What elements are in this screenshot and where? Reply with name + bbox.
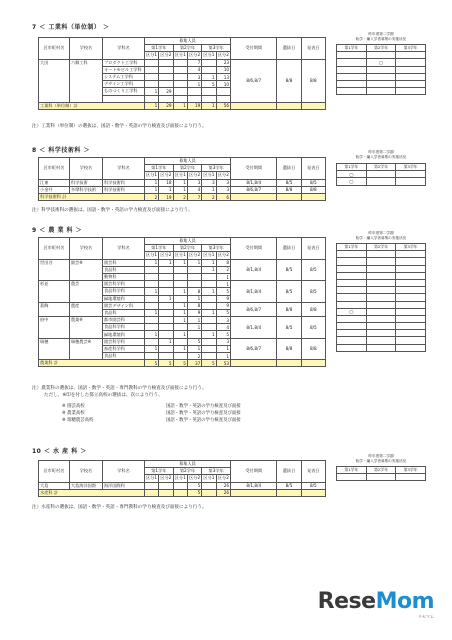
side-header-7: 昨年度第二学期 転学・編入学者募集の実施状況 (355, 32, 407, 41)
side-table-7: 第1学年 第2学年 第3学年 ◯ (336, 44, 426, 95)
side-table-10: 第1学年 第2学年 第3学年 (336, 466, 426, 481)
col-k1: 区分1 (174, 52, 186, 58)
list-item: ※ 園芸高校 (62, 404, 85, 409)
section-title-7: 7 ＜ 工業科（単位制） ＞ (32, 24, 110, 31)
side-table-9: 第1学年 第2学年 第3学年 ◯ (336, 243, 426, 352)
col-y3: 第3学年 (202, 45, 231, 52)
note-10: 注）水産科の選抜は、国語・数学・英語・専門教科の学力検査及び面接により行う。 (32, 505, 207, 510)
note-7: 注）工業科（単位制）の選抜は、国語・数学・英語の学力検査及び面接により行う。 (32, 124, 207, 129)
col-period: 受付期間 (231, 38, 277, 60)
col-k2: 区分2 (217, 52, 229, 58)
side-header-10: 昨年度第二学期 転学・編入学者募集の実施状況 (355, 454, 407, 463)
note-9b: ただし、※印を付した都立高校の選抜は、次により行う。 (44, 393, 163, 398)
col-exam: 選抜日 (277, 38, 301, 60)
side-header-8: 昨年度第二学期 転学・編入学者募集の実施状況 (355, 150, 407, 159)
table-section-7: 区市町村名 学校名 学科名 募集人員 受付期間 選抜日 発表日 第1学年 第2学年 第3学年 区分1 区分2 区分1 区分2 区分1 区分2 大田 六郷工科 プロダクト工学科 7 23 8/6,8/7 8/8 8/8 オートモビル工学科 4 10 システム工学科 3 1 13 デザイン工学科 1 5 10 ものづくり工学科 1 29 工業科（単位制）計 1 29 1 19 1 56 (38, 37, 326, 110)
col-school: 学校名 (69, 38, 102, 60)
col-y2: 第2学年 (173, 45, 202, 52)
col-y1: 第1学年 (144, 45, 173, 52)
col-k2: 区分2 (189, 52, 201, 58)
note-8: 注）科学技術科の選抜は、国語・数学・英語の学力検査及び面接により行う。 (32, 208, 193, 213)
side-header-9: 昨年度第二学期 転学・編入学者募集の実施状況 (355, 231, 407, 240)
table-section-8: 区市町村名 学校名 学科名 募集人員 受付期間 選抜日 発表日 第1学年 第2学年 第3学年 区分1 区分2 区分1 区分2 区分1 区分2 江東 科学技術 科学技術科 1 18 1 3 3 3 8/1,8/4 8/5 8/5 小金井 多摩科学技術 科学技術科 1 1 1 4 1 3 8/6,8/7 8/8 8/8 科学技術科 計 2 19 2 7 2 6 (38, 157, 326, 201)
side-table-8: 第1学年 第2学年 第3学年 ◯ ◯ (336, 163, 426, 186)
list-item: ※ 瑞穂農芸高校 (62, 418, 94, 423)
note-9: 注）農業科の選抜は、国語・数学・英語・専門教科の学力検査及び面接により行う。 (32, 386, 207, 391)
table-section-10: 区市町村名 学校名 学科名 募集人員 受付期間 選抜日 発表日 第1学年 第2学年 第3学年 区分1 区分2 区分1 区分2 区分1 区分2 大島 大島海洋国際 海洋国際科 5 26 8/1,8/4 8/5 8/5 水産科 計 5 26 (38, 460, 326, 497)
section-title-8: 8 ＜ 科学技術科 ＞ (32, 147, 90, 154)
col-dept: 学科名 (102, 38, 144, 60)
col-k2: 区分2 (160, 52, 172, 58)
table-section-9: 区市町村名 学校名 学科名 募集人員 受付期間 選抜日 発表日 第1学年 第2学年 第3学年 区分1 区分2 区分1 区分2 区分1 区分2 世田谷 園芸※ 園芸科 1 1 1 1 1 8 8/1,8/4 8/5 8/5 食品科 1 2 動物科 1 杉並 農芸 園芸科学科 1 8/1,8/4 8/5 8/5 食品科学科 1 1 8 1 5 緑地環境科 1 1 9 葛飾 農産 園芸デザイン科 1 8 9 8/6,8/7 8/8 8/8 食品科 1 1 9 1 5 府中 農業※ 都市園芸科 1 1 3 8/1,8/4 8/5 8/5 食品科学科 1 4 緑地環境科 1 1 1 5 瑞穂 瑞穂農芸※ 園芸科学科 1 5 3 8/6,8/7 8/8 8/8 畜産科学科 1 1 1 1 食品科 2 1 農業科 計 5 5 5 37 5 53 (38, 237, 326, 367)
col-k1: 区分1 (203, 52, 215, 58)
resemom-logo: ReseMom (317, 589, 434, 614)
list-item-desc: 国語・数学・英語の学力検査及び面接 (166, 404, 241, 409)
list-item-desc: 国語・数学・英語の学力検査及び面接 (166, 418, 241, 423)
list-item: ※ 農業高校 (62, 411, 85, 416)
list-item-desc: 国語・数学・英語の学力検査及び面接 (166, 411, 241, 416)
col-ward: 区市町村名 (39, 38, 70, 60)
col-announce: 発表日 (301, 38, 325, 60)
resemom-logo-sub: リセマム (418, 614, 434, 619)
col-recruit: 募集人員 (144, 38, 230, 45)
section-title-10: 10 ＜ 水 産 科 ＞ (32, 448, 87, 455)
col-k1: 区分1 (146, 52, 158, 58)
section-title-9: 9 ＜ 農 業 科 ＞ (32, 227, 83, 234)
